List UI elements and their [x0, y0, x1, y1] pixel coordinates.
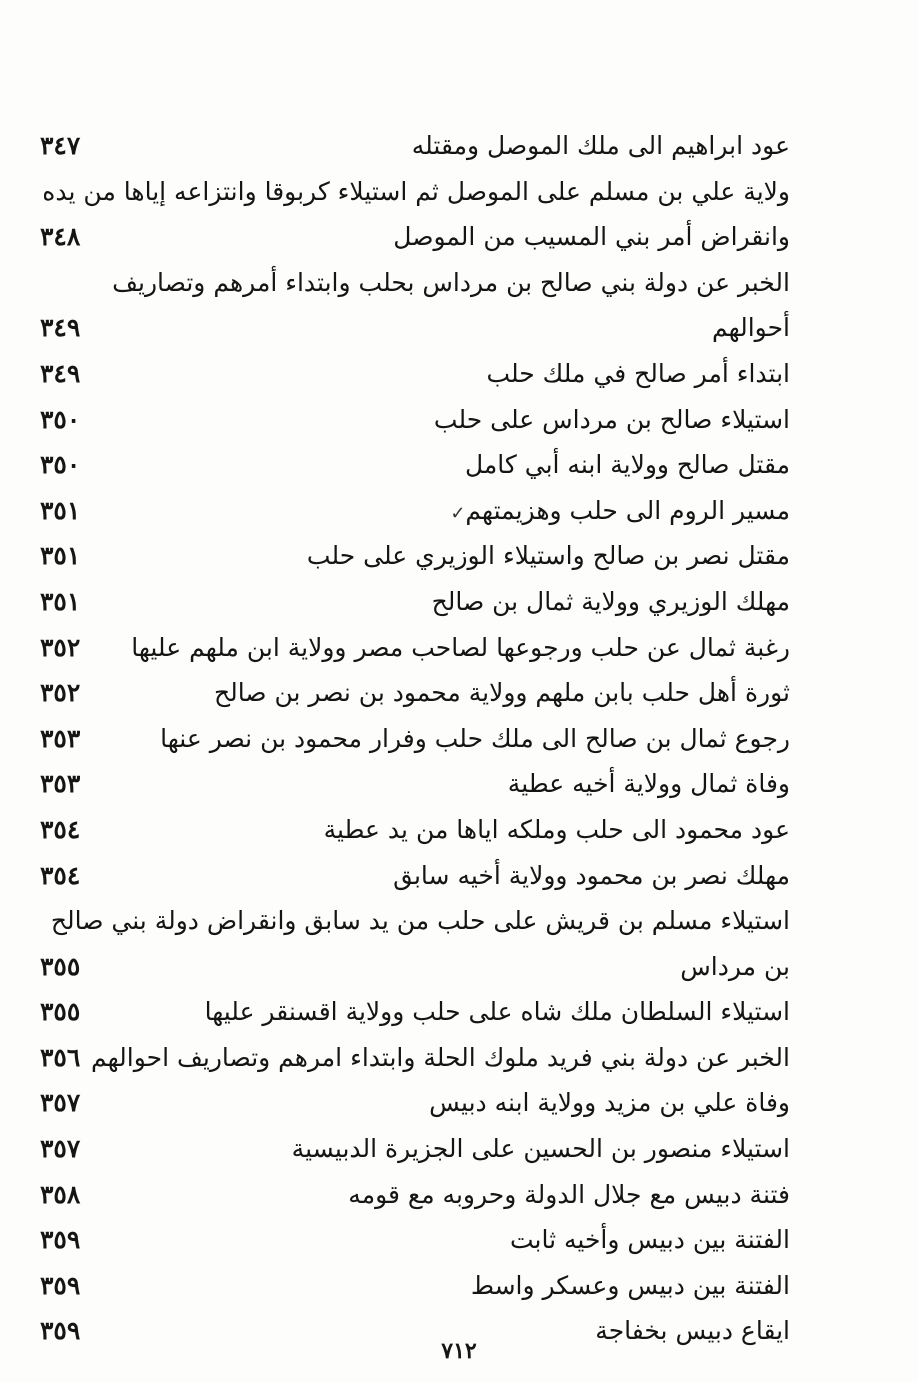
toc-entry	[0, 261, 918, 352]
entry-title-line: الخبر عن دولة بني فريد ملوك الحلة وابتداء امرهم وتصاريف احوالهم	[91, 1042, 790, 1072]
entry-page-number: ٣٥٣	[40, 723, 81, 753]
entry-page-number: ٣٤٩	[40, 313, 81, 343]
entry-title-line: عود ابراهيم الى ملك الموصل ومقتله	[411, 131, 790, 160]
entry-page-number: ٣٥٦	[40, 1042, 81, 1072]
toc-entry	[0, 808, 918, 854]
entry-title-line: فتنة دبيس مع جلال الدولة وحروبه مع قومه	[348, 1179, 790, 1209]
entry-page-number: ٣٤٩	[40, 358, 81, 388]
entry-page-number: ٣٥٥	[40, 997, 81, 1027]
entry-title-line	[128, 489, 790, 533]
entry-page-number: ٣٥١	[40, 586, 81, 616]
entry-page-number: ٣٥٤	[40, 814, 81, 844]
entry-page-number: ٣٥١	[40, 541, 81, 571]
entry-page-number: ٣٥٠	[40, 404, 81, 434]
toc-entry	[0, 1173, 918, 1219]
entry-title-line: الفتنة بين دبيس وأخيه ثابت	[509, 1225, 790, 1255]
toc-entry	[0, 762, 918, 808]
toc-entry	[0, 626, 918, 672]
toc-entry	[0, 170, 918, 261]
entry-title-line: رغبة ثمال عن حلب ورجوعها لصاحب مصر وولاية ابن ملهم عليها	[131, 632, 790, 662]
entry-title-text: مسير الروم الى حلب وهزيمتهم	[465, 495, 790, 525]
entry-page-number: ٣٥٥	[40, 951, 81, 981]
toc-entry	[0, 1264, 918, 1310]
entry-title-line: ايقاع دبيس بخفاجة	[595, 1316, 790, 1346]
entry-page-number: ٣٥٧	[40, 1088, 81, 1118]
toc-entry	[0, 580, 918, 626]
toc-entry	[0, 352, 918, 398]
toc-entry	[0, 398, 918, 444]
entry-page-number: ٣٥٠	[40, 450, 81, 480]
entry-title-line: الفتنة بين دبيس وعسكر واسط	[470, 1270, 790, 1300]
toc-entry	[0, 990, 918, 1036]
entry-page-number: ٣٥٩	[40, 1316, 81, 1346]
entry-title-line: عود محمود الى حلب وملكه اياها من يد عطية	[323, 814, 790, 844]
entry-title-line: ابتداء أمر صالح في ملك حلب	[486, 358, 790, 388]
entry-title-line: الخبر عن دولة بني صالح بن مرداس بحلب وابتداء أمرهم وتصاريف	[112, 267, 790, 297]
entry-page-number: ٣٥٩	[40, 1270, 81, 1300]
toc-entry	[0, 489, 918, 535]
entry-page-number: ٣٥٧	[40, 1134, 81, 1164]
entry-page-number: ٣٥٩	[40, 1225, 81, 1255]
entry-title-line: مهلك الوزيري وولاية ثمال بن صالح	[431, 586, 790, 616]
toc-entry	[0, 1127, 918, 1173]
entry-title-line: مقتل نصر بن صالح واستيلاء الوزيري على حلب	[306, 541, 790, 571]
check-mark-icon: ✓	[450, 502, 466, 524]
entry-page-number: ٣٥٢	[40, 678, 81, 708]
entry-title-line: أحوالهم	[711, 313, 790, 343]
entry-title-line: وفاة ثمال وولاية أخيه عطية	[507, 769, 790, 799]
page-number: ٧١٢	[441, 1338, 477, 1364]
toc-entry	[0, 1036, 918, 1082]
entry-title-line: وانقراض أمر بني المسيب من الموصل	[393, 222, 790, 252]
entry-page-number: ٣٥٢	[40, 632, 81, 662]
toc-entry	[0, 671, 918, 717]
entry-page-number: ٣٥٣	[40, 769, 81, 799]
entry-title-line: وفاة علي بن مزيد وولاية ابنه دبيس	[429, 1088, 790, 1118]
table-of-contents	[0, 124, 918, 1355]
entry-page-number: ٣٤٧	[40, 131, 81, 160]
entry-page-number: ٣٥١	[40, 495, 81, 525]
entry-title-line: رجوع ثمال بن صالح الى ملك حلب وفرار محمود بن نصر عنها	[160, 723, 790, 753]
toc-entry	[0, 717, 918, 763]
entry-title-line: بن مرداس	[680, 951, 790, 981]
toc-entry	[0, 854, 918, 900]
entry-page-number: ٣٥٤	[40, 860, 81, 890]
entry-title-line: استيلاء منصور بن الحسين على الجزيرة الدبيسية	[291, 1134, 790, 1164]
toc-entry	[0, 1218, 918, 1264]
entry-page-number: ٣٥٨	[40, 1179, 81, 1209]
toc-entry	[0, 124, 918, 170]
entry-title-line: مقتل صالح وولاية ابنه أبي كامل	[464, 450, 790, 480]
entry-title-line: ثورة أهل حلب بابن ملهم وولاية محمود بن نصر بن صالح	[213, 678, 790, 708]
entry-title-line: ولاية علي بن مسلم على الموصل ثم استيلاء كربوقا وانتزاعه إياها من يده	[42, 176, 790, 206]
toc-entry	[0, 443, 918, 489]
entry-title-line: استيلاء السلطان ملك شاه على حلب وولاية اقسنقر عليها	[204, 997, 790, 1027]
toc-entry	[0, 1081, 918, 1127]
toc-entry	[0, 534, 918, 580]
entry-title-line: استيلاء صالح بن مرداس على حلب	[433, 404, 790, 434]
toc-entry	[0, 899, 918, 990]
entry-title-line: مهلك نصر بن محمود وولاية أخيه سابق	[393, 860, 790, 890]
entry-page-number: ٣٤٨	[40, 222, 81, 252]
entry-title-line: استيلاء مسلم بن قريش على حلب من يد سابق وانقراض دولة بني صالح	[50, 906, 790, 936]
